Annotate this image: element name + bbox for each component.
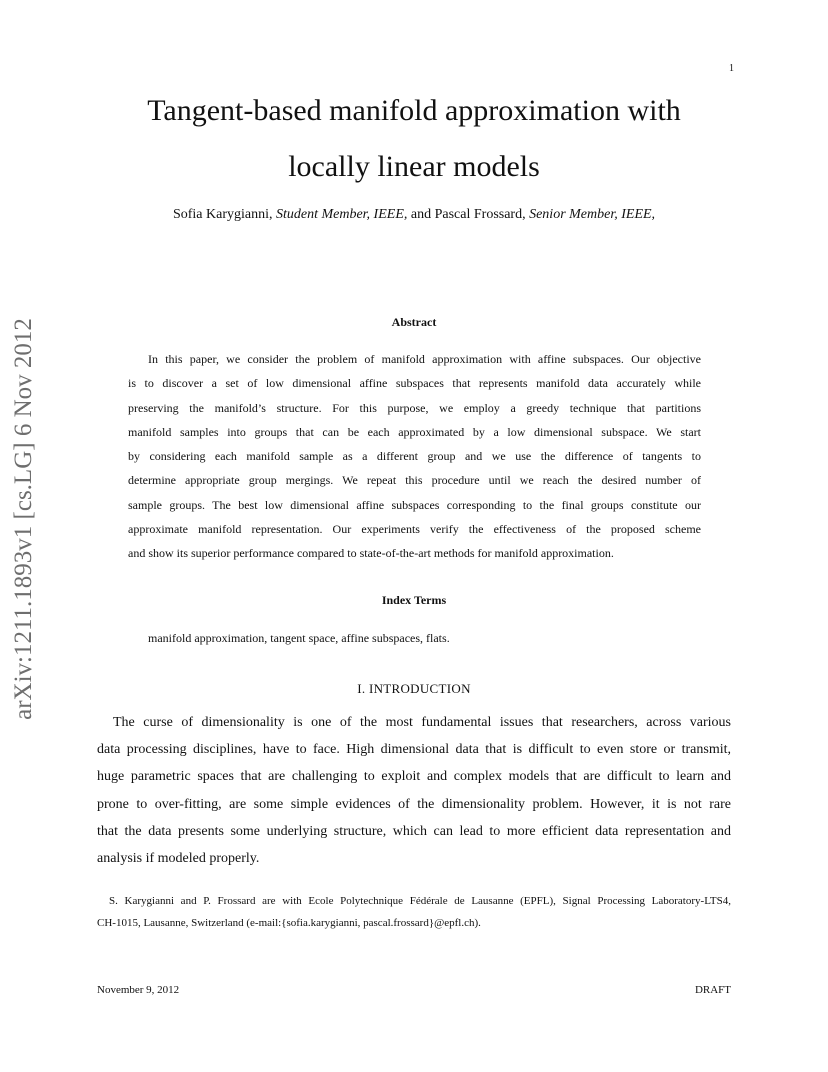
intro-line: analysis if modeled properly. bbox=[97, 851, 260, 867]
paper-title-line-1: Tangent-based manifold approximation with bbox=[147, 94, 681, 127]
abstract-line: preserving the manifold’s structure. For this purpose, we employ a greedy technique that partitions bbox=[128, 400, 701, 415]
abstract-body bbox=[128, 347, 701, 566]
abstract-line: is to discover a set of low dimensional affine subspaces that represents manifold data accurately while bbox=[128, 376, 701, 391]
abstract-line: and show its superior performance compared to state-of-the-art methods for manifold approximation. bbox=[128, 546, 614, 561]
index-terms-text: manifold approximation, tangent space, affine subspaces, flats. bbox=[148, 631, 450, 645]
abstract-line: In this paper, we consider the problem of manifold approximation with affine subspaces. Our objective bbox=[148, 352, 701, 366]
footer-draft-label: DRAFT bbox=[694, 984, 731, 996]
intro-line: that the data presents some underlying structure, which can lead to more efficient data representation and bbox=[97, 823, 731, 839]
author-2-name: and Pascal Frossard, bbox=[410, 207, 526, 222]
abstract-heading: Abstract bbox=[391, 315, 437, 329]
affiliation-footnote bbox=[97, 890, 731, 934]
footer-date: November 9, 2012 bbox=[97, 984, 180, 996]
author-1-name: Sofia Karygianni, bbox=[172, 207, 273, 222]
arxiv-stamp: arXiv:1211.1893v1 [cs.LG] 6 Nov 2012 bbox=[10, 318, 37, 720]
author-1-role: Student Member, IEEE, bbox=[275, 207, 408, 222]
abstract-line: manifold samples into groups that can be each approximated by a low dimensional subspace. We start bbox=[128, 424, 701, 439]
intro-line: The curse of dimensionality is one of the most fundamental issues that researchers, across various bbox=[113, 715, 731, 730]
index-terms-heading: Index Terms bbox=[381, 593, 447, 607]
abstract-line: sample groups. The best low dimensional affine subspaces corresponding to the final groups constitute our bbox=[128, 497, 701, 512]
abstract-line: by considering each manifold sample as a different group and we use the difference of tangents to bbox=[128, 449, 701, 464]
paper-title-line-2: locally linear models bbox=[288, 150, 540, 183]
index-terms-body bbox=[128, 629, 701, 647]
introduction-body bbox=[97, 709, 731, 872]
footnote-line: S. Karygianni and P. Frossard are with Ecole Polytechnique Fédérale de Lausanne (EPFL), Signal Processing Laboratory-LTS4, bbox=[109, 895, 731, 907]
author-2-role: Senior Member, IEEE, bbox=[529, 207, 656, 222]
intro-line: prone to over-fitting, are some simple evidences of the dimensionality problem. However, it is not rare bbox=[97, 796, 731, 812]
intro-line: data processing disciplines, have to face. High dimensional data that is difficult to even store or transmit, bbox=[97, 742, 731, 758]
author-list bbox=[60, 205, 768, 225]
section-heading-introduction: I. INTRODUCTION bbox=[357, 681, 471, 696]
footnote-line: CH-1015, Lausanne, Switzerland (e-mail:{sofia.karygianni, pascal.frossard}@epfl.ch). bbox=[97, 917, 481, 929]
intro-line: huge parametric spaces that are challenging to exploit and complex models that are difficult to learn and bbox=[97, 769, 731, 785]
abstract-line: determine appropriate group mergings. We repeat this procedure until we reach the desired number of bbox=[128, 473, 701, 488]
page-number: 1 bbox=[729, 63, 734, 74]
abstract-line: approximate manifold representation. Our experiments verify the effectiveness of the proposed scheme bbox=[128, 522, 701, 537]
